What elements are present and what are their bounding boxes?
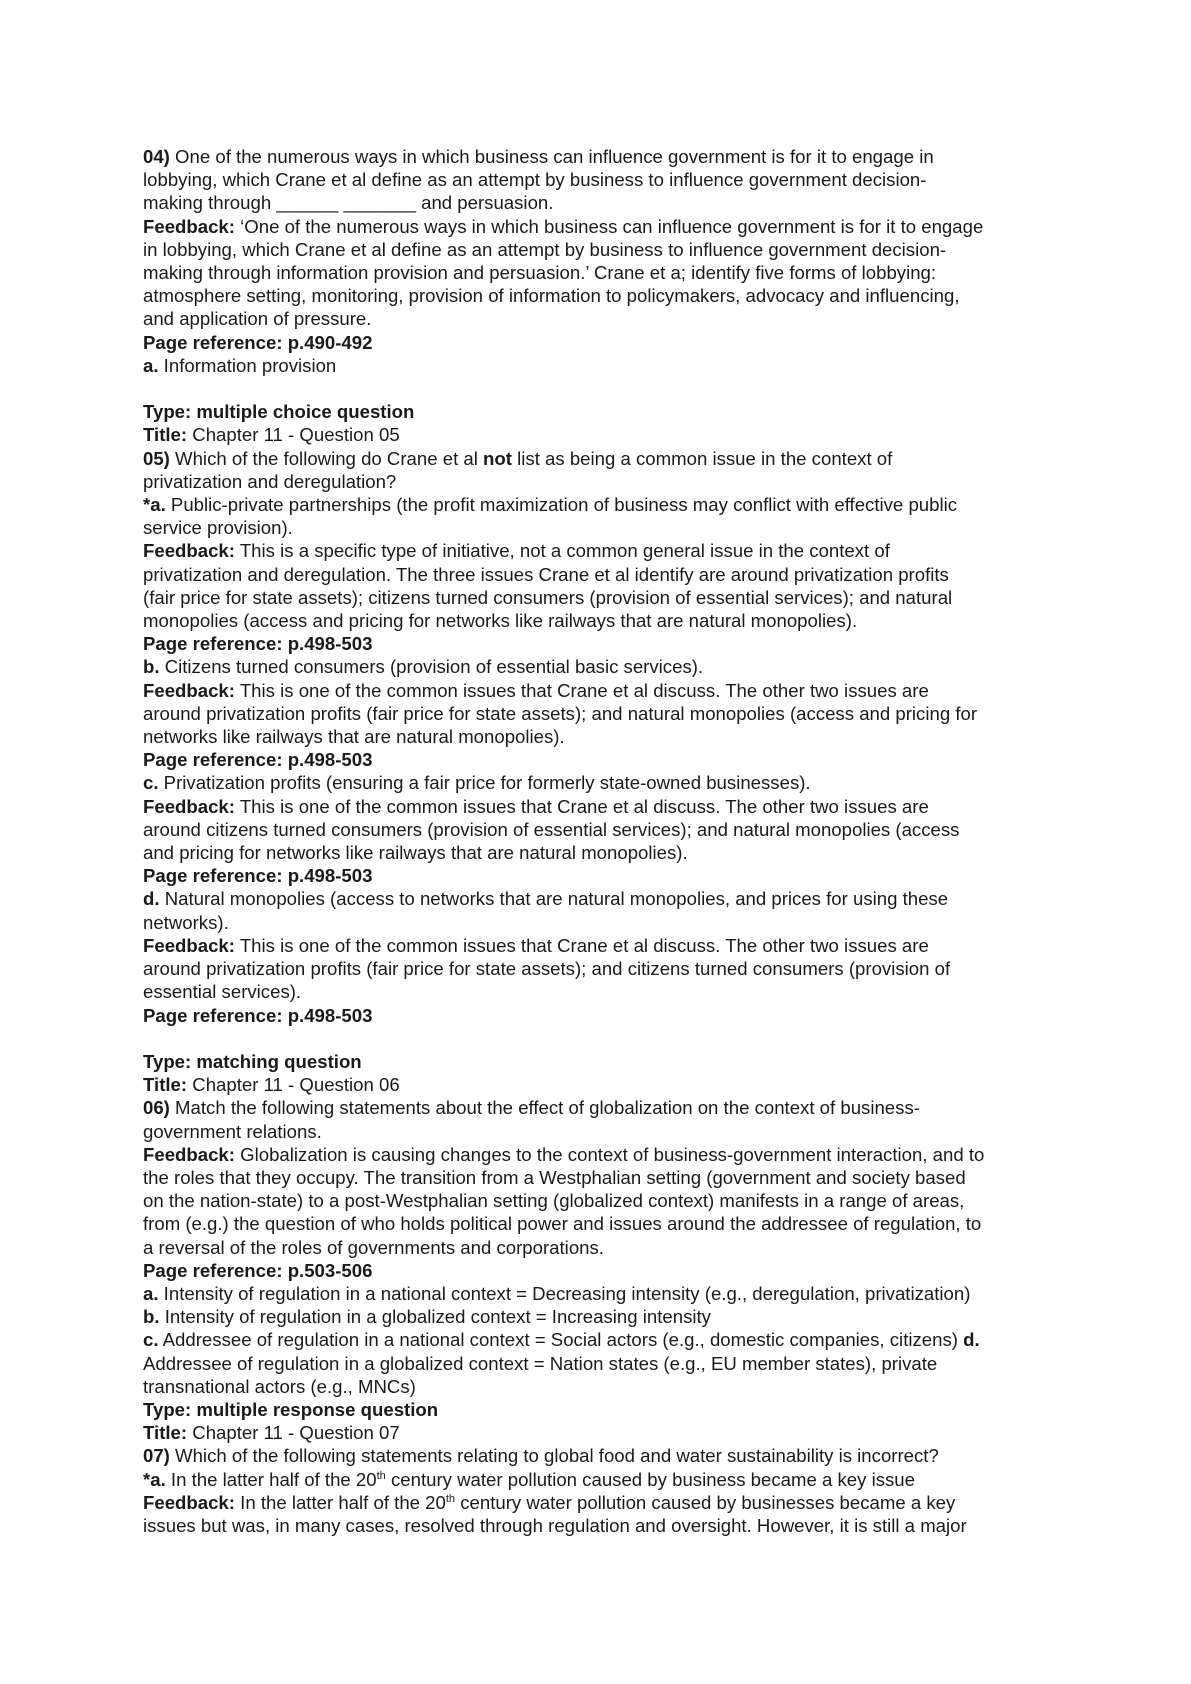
question-07 xyxy=(143,1398,1091,1537)
question-type: Type: multiple response question xyxy=(143,1398,439,1420)
feedback-text: essential services). xyxy=(143,981,302,1003)
feedback-text: Feedback: Globalization is causing changes to the context of business-government interaction, and to xyxy=(143,1143,985,1165)
option-letter: b. xyxy=(143,1306,160,1328)
feedback-text: Feedback: This is a specific type of initiative, not a common general issue in the context of xyxy=(143,540,890,562)
feedback-label: Feedback: xyxy=(143,540,235,562)
feedback-text: and application of pressure. xyxy=(143,308,372,330)
feedback-text: around citizens turned consumers (provision of essential services); and natural monopolies (access xyxy=(143,818,960,840)
question-text: lobbying, which Crane et al define as an attempt by business to influence government decision- xyxy=(143,169,927,191)
page-reference: Page reference: p.498-503 xyxy=(143,749,373,771)
feedback-label: Feedback: xyxy=(143,215,235,237)
page-reference: Page reference: p.498-503 xyxy=(143,865,373,887)
feedback-text: issues but was, in many cases, resolved through regulation and oversight. However, it is still a major xyxy=(143,1514,967,1536)
page-reference: Page reference: p.503-506 xyxy=(143,1259,373,1281)
feedback-text: (fair price for state assets); citizens turned consumers (provision of essential services); and natural xyxy=(143,586,953,608)
feedback-text: a reversal of the roles of governments and corporations. xyxy=(143,1236,604,1258)
feedback-label: Feedback: xyxy=(143,1491,235,1513)
feedback-text: the roles that they occupy. The transition from a Westphalian setting (government and society based xyxy=(143,1166,966,1188)
feedback-text: Feedback: This is one of the common issues that Crane et al discuss. The other two issues are xyxy=(143,679,929,701)
matching-item: c. Addressee of regulation in a national context = Social actors (e.g., domestic companies, citizens) d. xyxy=(143,1329,980,1351)
answer-option: *a. In the latter half of the 20th century water pollution caused by business became a key issue xyxy=(143,1468,915,1490)
question-text: 04) One of the numerous ways in which business can influence government is for it to engage in xyxy=(143,146,934,167)
question-text: 06) Match the following statements about the effect of globalization on the context of business- xyxy=(143,1097,920,1119)
question-number: 06) xyxy=(143,1097,170,1119)
question-05 xyxy=(143,400,1091,1026)
question-type: Type: multiple choice question xyxy=(143,401,415,423)
answer-option: service provision). xyxy=(143,517,293,539)
feedback-text: privatization and deregulation. The three issues Crane et al identify are around privatization profits xyxy=(143,563,949,585)
feedback-label: Feedback: xyxy=(143,795,235,817)
answer-option: b. Citizens turned consumers (provision of essential basic services). xyxy=(143,656,704,678)
matching-item: b. Intensity of regulation in a globalized context = Increasing intensity xyxy=(143,1306,711,1328)
question-title: Title: Chapter 11 - Question 05 xyxy=(143,424,400,446)
question-title: Title: Chapter 11 - Question 06 xyxy=(143,1074,400,1096)
answer-option: networks). xyxy=(143,911,229,933)
question-title: Title: Chapter 11 - Question 07 xyxy=(143,1422,400,1444)
feedback-label: Feedback: xyxy=(143,1143,235,1165)
answer-option: d. Natural monopolies (access to networks that are natural monopolies, and prices for using these xyxy=(143,888,949,910)
feedback-text: on the nation-state) to a post-Westphalian setting (globalized context) manifests in a range of areas, xyxy=(143,1190,965,1212)
matching-item: transnational actors (e.g., MNCs) xyxy=(143,1375,416,1397)
feedback-text: from (e.g.) the question of who holds political power and issues around the addressee of regulation, to xyxy=(143,1213,982,1235)
feedback-text: networks like railways that are natural monopolies). xyxy=(143,726,565,748)
page-reference: Page reference: p.498-503 xyxy=(143,633,373,655)
feedback-text: atmosphere setting, monitoring, provision of information to policymakers, advocacy and influencing, xyxy=(143,285,960,307)
feedback-text: Feedback: ‘One of the numerous ways in which business can influence government is for it to engage xyxy=(143,215,984,237)
feedback-text: Feedback: In the latter half of the 20th century water pollution caused by businesses became a key xyxy=(143,1491,956,1513)
option-letter: b. xyxy=(143,656,160,678)
option-letter: c. xyxy=(143,1329,159,1351)
page-reference: Page reference: p.490-492 xyxy=(143,331,373,353)
feedback-label: Feedback: xyxy=(143,679,235,701)
feedback-text: in lobbying, which Crane et al define as an attempt by business to influence government decision- xyxy=(143,238,947,260)
option-letter: a. xyxy=(143,354,159,376)
question-text: government relations. xyxy=(143,1120,322,1142)
option-letter: d. xyxy=(143,888,160,910)
feedback-text: making through information provision and persuasion.’ Crane et a; identify five forms of lobbying: xyxy=(143,262,937,284)
option-letter: *a. xyxy=(143,494,166,516)
answer-option: a. Information provision xyxy=(143,354,337,376)
option-letter: d. xyxy=(963,1329,980,1351)
feedback-text: and pricing for networks like railways that are natural monopolies). xyxy=(143,842,688,864)
feedback-label: Feedback: xyxy=(143,934,235,956)
feedback-text: around privatization profits (fair price for state assets); and citizens turned consumers (provision of xyxy=(143,958,951,980)
question-text: making through ______ _______ and persuasion. xyxy=(143,192,554,214)
spacer xyxy=(143,1027,1091,1050)
answer-option: c. Privatization profits (ensuring a fair price for formerly state-owned businesses). xyxy=(143,772,811,794)
question-number: 05) xyxy=(143,447,170,469)
question-type: Type: matching question xyxy=(143,1050,362,1072)
question-number: 07) xyxy=(143,1445,170,1467)
feedback-text: Feedback: This is one of the common issues that Crane et al discuss. The other two issues are xyxy=(143,795,929,817)
feedback-text: monopolies (access and pricing for networks like railways that are natural monopolies). xyxy=(143,610,858,632)
question-text: 05) Which of the following do Crane et al not list as being a common issue in the context of xyxy=(143,447,893,469)
spacer xyxy=(143,377,1091,400)
question-text: privatization and deregulation? xyxy=(143,470,397,492)
question-text: 07) Which of the following statements relating to global food and water sustainability is incorrect? xyxy=(143,1445,939,1467)
option-letter: *a. xyxy=(143,1468,166,1490)
question-04 xyxy=(143,145,1091,377)
feedback-text: Feedback: This is one of the common issues that Crane et al discuss. The other two issues are xyxy=(143,934,929,956)
question-06 xyxy=(143,1050,1091,1398)
matching-item: Addressee of regulation in a globalized context = Nation states (e.g., EU member states), private xyxy=(143,1352,938,1374)
answer-option: *a. Public-private partnerships (the profit maximization of business may conflict with effective public xyxy=(143,494,958,516)
page-reference: Page reference: p.498-503 xyxy=(143,1004,373,1026)
option-letter: a. xyxy=(143,1282,159,1304)
matching-item: a. Intensity of regulation in a national context = Decreasing intensity (e.g., deregulation, privatization) xyxy=(143,1282,971,1304)
option-letter: c. xyxy=(143,772,159,794)
feedback-text: around privatization profits (fair price for state assets); and natural monopolies (access and pricing for xyxy=(143,702,978,724)
question-number: 04) xyxy=(143,146,170,167)
